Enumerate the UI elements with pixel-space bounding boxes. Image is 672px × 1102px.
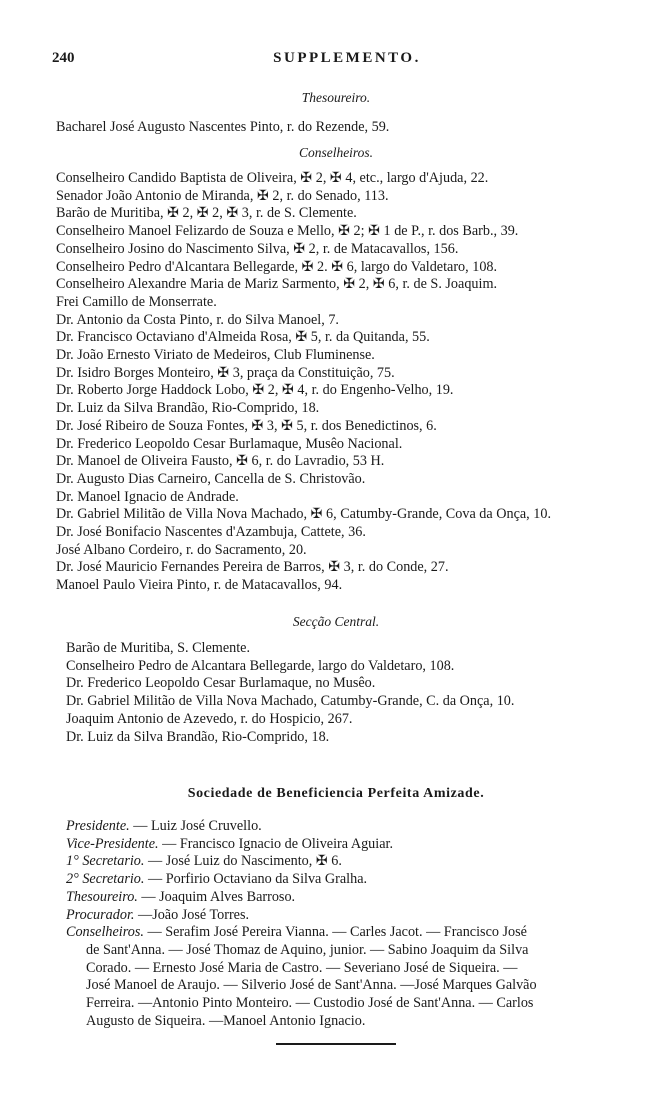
running-title: SUPPLEMENTO. xyxy=(273,50,421,66)
list-item: Joaquim Antonio de Azevedo, r. do Hospicio, 267. xyxy=(66,710,353,727)
list-item: Conselheiro Josino do Nascimento Silva, ✠ 2, r. de Matacavallos, 156. xyxy=(56,240,459,257)
list-item: Dr. José Mauricio Fernandes Pereira de Barros, ✠ 3, r. do Conde, 27. xyxy=(56,559,449,576)
list-item: Dr. Gabriel Militão de Villa Nova Machado, Catumby-Grande, C. da Onça, 10. xyxy=(66,693,515,710)
officer-continuation: Augusto de Siqueira. —Manoel Antonio Ignacio. xyxy=(86,1012,366,1029)
list-item: Dr. Luiz da Silva Brandão, Rio-Comprido, 18. xyxy=(56,400,320,417)
officer-role: Vice-Presidente. xyxy=(66,835,159,852)
section-heading-seccao-central: Secção Central. xyxy=(292,614,380,629)
officer-row xyxy=(66,853,640,871)
officer-role: 1° Secretario. xyxy=(66,853,145,870)
officer-role: 2° Secretario. xyxy=(66,871,145,888)
list-item: José Albano Cordeiro, r. do Sacramento, 20. xyxy=(56,541,307,558)
officer-row xyxy=(66,871,640,889)
conselheiros-list xyxy=(56,170,640,595)
list-item: Dr. Manoel de Oliveira Fausto, ✠ 6, r. do Lavradio, 53 H. xyxy=(56,453,385,470)
page-number: 240 xyxy=(52,50,75,66)
list-item: Dr. Luiz da Silva Brandão, Rio-Comprido, 18. xyxy=(66,728,330,745)
officer-continuation: José Manoel de Araujo. — Silverio José de Sant'Anna. —José Marques Galvão xyxy=(86,977,537,994)
officer-row xyxy=(66,907,640,925)
list-item: Frei Camillo de Monserrate. xyxy=(56,293,217,310)
list-item: Barão de Muritiba, S. Clemente. xyxy=(66,640,251,656)
list-item: Dr. Gabriel Militão de Villa Nova Machado, ✠ 6, Catumby-Grande, Cova da Onça, 10. xyxy=(56,506,551,523)
officer-role: Conselheiros. xyxy=(66,924,144,941)
list-item: Dr. José Ribeiro de Souza Fontes, ✠ 3, ✠ 5, r. dos Benedictinos, 6. xyxy=(56,417,437,434)
officer-role: Presidente. xyxy=(66,818,130,834)
officer-continuation: de Sant'Anna. — José Thomaz de Aquino, junior. — Sabino Joaquim da Silva xyxy=(86,941,529,958)
list-item: Conselheiro Pedro de Alcantara Bellegarde, largo do Valdetaro, 108. xyxy=(66,657,455,674)
sociedade-title: Sociedade de Beneficiencia Perfeita Amizade. xyxy=(187,786,485,801)
officer-names: — Joaquim Alves Barroso. xyxy=(137,888,296,905)
officer-names: — José Luiz do Nascimento, ✠ 6. xyxy=(144,853,342,870)
officer-continuation: Corado. — Ernesto José Maria de Castro. — Severiano José de Siqueira. — xyxy=(86,959,518,976)
officer-names: — Francisco Ignacio de Oliveira Aguiar. xyxy=(158,835,393,852)
list-item: Dr. João Ernesto Viriato de Medeiros, Club Fluminense. xyxy=(56,347,375,364)
list-item: Dr. Augusto Dias Carneiro, Cancella de S. Christovão. xyxy=(56,470,366,487)
list-item: Dr. Frederico Leopoldo Cesar Burlamaque, Musêo Nacional. xyxy=(56,435,403,452)
officer-row xyxy=(66,818,640,836)
section-heading-thesoureiro: Thesoureiro. xyxy=(301,90,371,105)
section-heading-conselheiros: Conselheiros. xyxy=(298,145,374,160)
seccao-central-list xyxy=(66,640,640,746)
list-item: Dr. Isidro Borges Monteiro, ✠ 3, praça da Constituição, 75. xyxy=(56,364,395,381)
list-item: Senador João Antonio de Miranda, ✠ 2, r. do Senado, 113. xyxy=(56,187,389,204)
officer-row xyxy=(66,889,640,907)
page-header xyxy=(52,50,642,74)
list-item: Dr. José Bonifacio Nascentes d'Azambuja, Cattete, 36. xyxy=(56,524,366,541)
officer-row xyxy=(66,924,640,942)
list-item: Dr. Manoel Ignacio de Andrade. xyxy=(56,488,239,505)
list-item: Dr. Antonio da Costa Pinto, r. do Silva Manoel, 7. xyxy=(56,311,339,328)
list-item: Manoel Paulo Vieira Pinto, r. de Matacavallos, 94. xyxy=(56,577,343,594)
officer-names: —João José Torres. xyxy=(134,906,250,923)
officer-row xyxy=(66,836,640,854)
officer-names: — Luiz José Cruvello. xyxy=(129,818,262,834)
list-item: Barão de Muritiba, ✠ 2, ✠ 2, ✠ 3, r. de S. Clemente. xyxy=(56,205,357,222)
thesoureiro-entry: Bacharel José Augusto Nascentes Pinto, r. do Rezende, 59. xyxy=(56,119,390,135)
list-item: Dr. Frederico Leopoldo Cesar Burlamaque, no Musêo. xyxy=(66,675,376,692)
officer-names: — Porfirio Octaviano da Silva Gralha. xyxy=(144,871,368,888)
officer-continuation: Ferreira. —Antonio Pinto Monteiro. — Custodio José de Sant'Anna. — Carlos xyxy=(86,995,534,1012)
list-item: Conselheiro Alexandre Maria de Mariz Sarmento, ✠ 2, ✠ 6, r. de S. Joaquim. xyxy=(56,276,498,293)
officer-role: Thesoureiro. xyxy=(66,888,138,905)
list-item: Dr. Francisco Octaviano d'Almeida Rosa, ✠ 5, r. da Quitanda, 55. xyxy=(56,329,430,346)
officer-role: Procurador. xyxy=(66,906,135,923)
officer-names: — Serafim José Pereira Vianna. — Carles Jacot. — Francisco José xyxy=(143,924,527,941)
list-item: Conselheiro Manoel Felizardo de Souza e Mello, ✠ 2; ✠ 1 de P., r. dos Barb., 39. xyxy=(56,223,519,240)
list-item: Dr. Roberto Jorge Haddock Lobo, ✠ 2, ✠ 4, r. do Engenho-Velho, 19. xyxy=(56,382,454,399)
list-item: Conselheiro Candido Baptista de Oliveira, ✠ 2, ✠ 4, etc., largo d'Ajuda, 22. xyxy=(56,170,489,186)
list-item: Conselheiro Pedro d'Alcantara Bellegarde, ✠ 2. ✠ 6, largo do Valdetaro, 108. xyxy=(56,258,498,275)
sociedade-officers xyxy=(66,818,640,1030)
closing-rule xyxy=(276,1043,396,1045)
